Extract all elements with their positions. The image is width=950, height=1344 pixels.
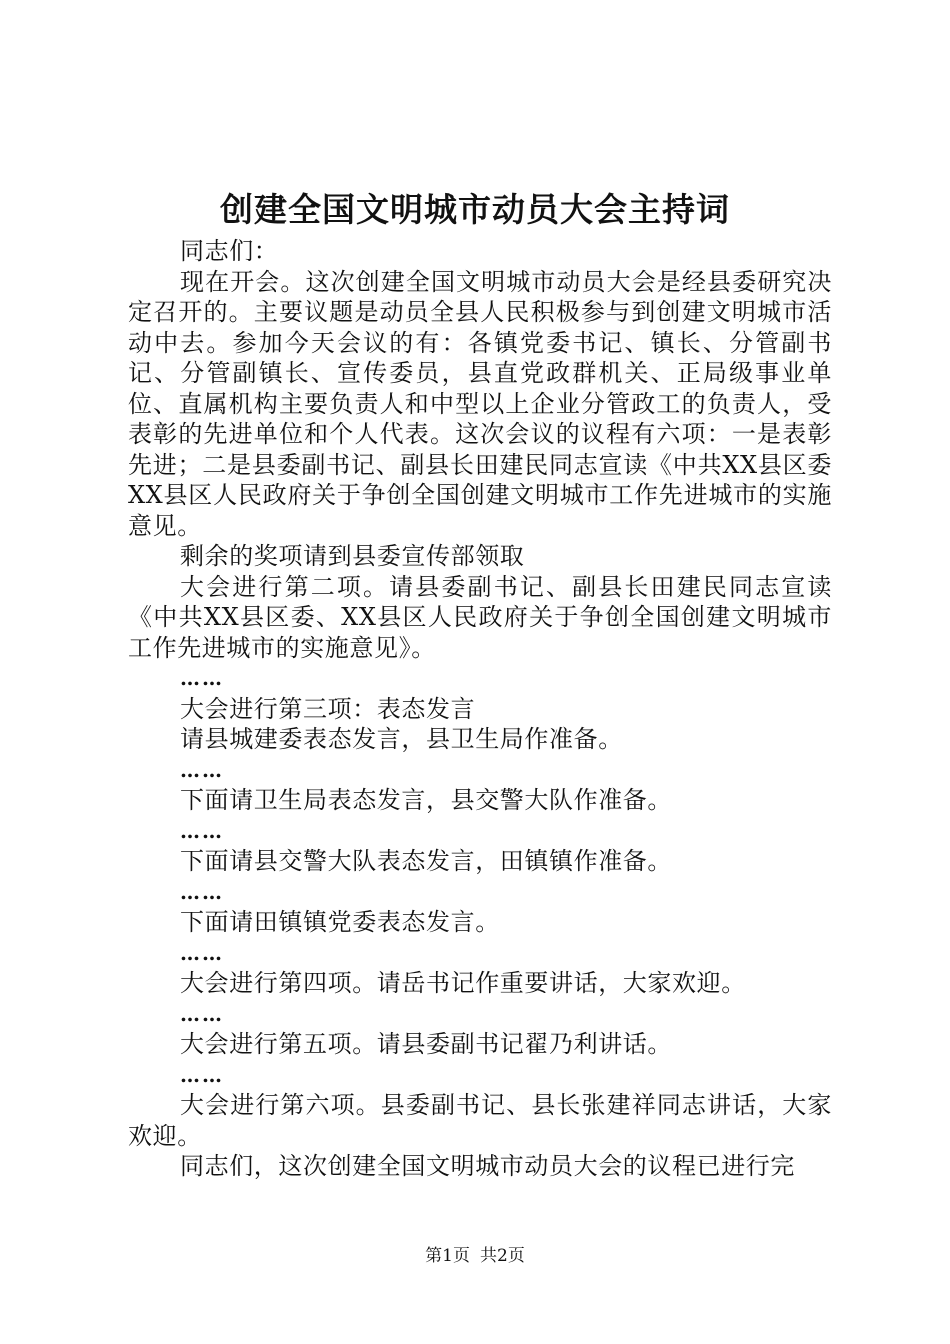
opening-paragraph: 现在开会。这次创建全国文明城市动员大会是经县委研究决定召开的。主要议题是动员全县人民积极参与到创建文明城市活动中去。参加今天会议的有：各镇党委书记、镇长、分管副书记、分管副镇长、宣传委员，县直党政群机关、正局级事业单位、直属机构主要负责人和中型以上企业分管政工的负责人，受表彰的先进单位和个人代表。这次会议的议程有六项：一是表彰先进；二是县委副书记、副县长田建民同志宣读《中共XX县区委XX县区人民政府关于争创全国创建文明城市工作先进城市的实施意见。 <box>128 267 832 540</box>
speech-tianzhen-paragraph: 下面请田镇镇党委表态发言。 <box>180 908 500 936</box>
page-number: 第1页 <box>425 1246 470 1266</box>
agenda-item-5-paragraph: 大会进行第五项。请县委副书记翟乃利讲话。 <box>180 1030 672 1058</box>
agenda-item-3-paragraph: 大会进行第三项：表态发言 <box>180 694 476 723</box>
awards-note-paragraph: 剩余的奖项请到县委宣传部领取 <box>180 542 525 570</box>
ellipsis-separator: …… <box>180 879 224 904</box>
agenda-item-4-paragraph: 大会进行第四项。请岳书记作重要讲话，大家欢迎。 <box>180 969 746 997</box>
speech-traffic-police-paragraph: 下面请县交警大队表态发言，田镇镇作准备。 <box>180 847 672 875</box>
document-body <box>128 236 832 1182</box>
agenda-item-2-paragraph: 大会进行第二项。请县委副书记、副县长田建民同志宣读《中共XX县区委、XX县区人民政府关于争创全国创建文明城市工作先进城市的实施意见》。 <box>128 572 832 662</box>
ellipsis-separator: …… <box>180 757 224 782</box>
greeting-paragraph: 同志们： <box>180 237 279 265</box>
agenda-item-6-paragraph: 大会进行第六项。县委副书记、县长张建祥同志讲话，大家欢迎。 <box>128 1091 832 1150</box>
ellipsis-separator: …… <box>180 1001 224 1026</box>
document-title: 创建全国文明城市动员大会主持词 <box>220 190 730 229</box>
ellipsis-separator: …… <box>180 940 224 965</box>
speech-health-bureau-paragraph: 下面请卫生局表态发言，县交警大队作准备。 <box>180 786 672 814</box>
closing-paragraph: 同志们，这次创建全国文明城市动员大会的议程已进行完 <box>180 1152 795 1180</box>
ellipsis-separator: …… <box>180 666 224 690</box>
page-total: 共2页 <box>480 1246 525 1266</box>
ellipsis-separator: …… <box>180 1062 224 1087</box>
ellipsis-separator: …… <box>180 818 224 843</box>
speech-city-construction-paragraph: 请县城建委表态发言，县卫生局作准备。 <box>180 725 623 753</box>
page-footer <box>0 1244 950 1268</box>
